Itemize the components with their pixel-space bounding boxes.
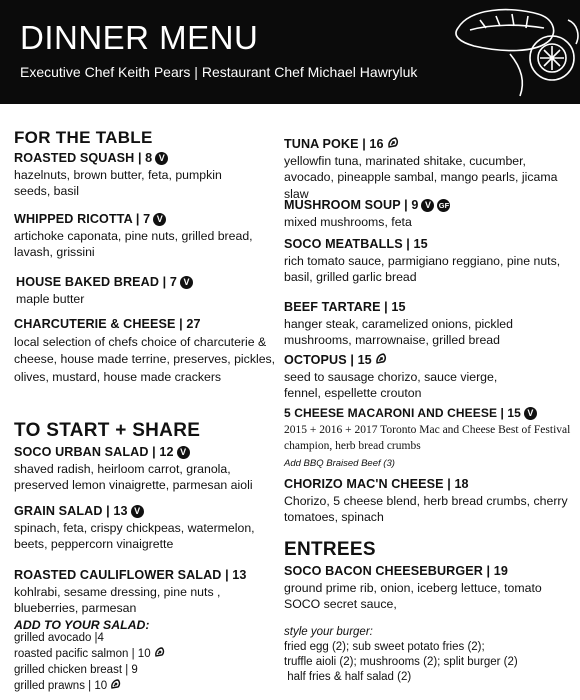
section-for-the-table: FOR THE TABLE (14, 128, 153, 147)
item-description: yellowfin tuna, marinated shitake, cucumber, avocado, pineapple sambal, mango pearls, jicama slaw (284, 153, 558, 201)
menu-item (14, 444, 284, 494)
item-description: kohlrabi, sesame dressing, pine nuts , blueberries, parmesan (14, 584, 221, 615)
item-name: 5 CHEESE MACARONI AND CHEESE | 15 (284, 406, 521, 420)
menu-item (284, 476, 569, 526)
menu-item (14, 150, 244, 200)
menu-item (14, 316, 276, 386)
item-name: HOUSE BAKED BREAD | 7 (16, 275, 177, 289)
item-description: hanger steak, caramelized onions, pickled mushrooms, marrownaise, grilled bread (284, 316, 513, 347)
item-name: ROASTED SQUASH | 8 (14, 151, 153, 165)
menu-item (14, 211, 274, 261)
menu-item (14, 503, 276, 553)
vegetarian-icon: V (155, 152, 168, 165)
menu-item (16, 274, 286, 307)
seafood-icon (154, 646, 166, 658)
item-name: SOCO BACON CHEESEBURGER | 19 (284, 564, 508, 578)
menu-item (284, 406, 574, 471)
item-description: local selection of chefs choice of charcuterie & cheese, house made terrine, preserves, pickles, olives, mustard, house made crackers (14, 334, 276, 384)
gluten-free-icon: GF (438, 201, 450, 210)
add-to-salad-title: ADD TO YOUR SALAD: (14, 617, 150, 632)
item-name: WHIPPED RICOTTA | 7 (14, 212, 151, 226)
burger-options (284, 625, 574, 685)
burger-option-line: half fries & half salad (2) (284, 671, 412, 683)
menu-item (284, 299, 544, 349)
item-description: Chorizo, 5 cheese blend, herb bread crumbs, cherry tomatoes, spinach (284, 493, 568, 524)
style-burger-title: style your burger: (284, 626, 373, 638)
item-name: BEEF TARTARE | 15 (284, 300, 406, 314)
vegetarian-icon: V (131, 505, 144, 518)
section-to-start-share: TO START + SHARE (14, 420, 201, 441)
vegetarian-icon: V (153, 213, 166, 226)
menu-item (14, 567, 254, 633)
item-name: GRAIN SALAD | 13 (14, 504, 128, 518)
item-name: CHORIZO MAC'N CHEESE | 18 (284, 477, 469, 491)
menu-item (284, 563, 544, 613)
menu-item (284, 236, 574, 286)
section-entrees: ENTREES (284, 539, 376, 560)
addon-item: grilled chicken breast | 9 (14, 664, 138, 676)
item-description: mixed mushrooms, feta (284, 214, 412, 229)
addon-item: roasted pacific salmon | 10 (14, 648, 151, 660)
item-description: shaved radish, heirloom carrot, granola, preserved lemon vinaigrette, parmesan aioli (14, 461, 253, 492)
vegetarian-icon: V (180, 276, 193, 289)
item-name: SOCO URBAN SALAD | 12 (14, 445, 174, 459)
item-description: seed to sausage chorizo, sauce vierge, fennel, espellette crouton (284, 369, 498, 400)
item-description: artichoke caponata, pine nuts, grilled bread, lavash, grissini (14, 228, 253, 259)
seafood-icon (110, 678, 122, 690)
chef-credits: Executive Chef Keith Pears | Restaurant Chef Michael Hawryluk (20, 64, 418, 80)
burger-option-line: fried egg (2); sub sweet potato fries (2); (284, 641, 485, 653)
item-description: rich tomato sauce, parmigiano reggiano, pine nuts, basil, grilled garlic bread (284, 253, 561, 284)
seafood-icon (387, 136, 400, 149)
vegetarian-icon: V (421, 199, 434, 212)
menu-title: DINNER MENU (20, 19, 259, 56)
seafood-icon (375, 352, 388, 365)
burger-option-line: truffle aioli (2); mushrooms (2); split burger (2) (284, 656, 518, 668)
vegetarian-icon: V (177, 446, 190, 459)
item-note: Add BBQ Braised Beef (3) (284, 457, 395, 469)
menu-header (0, 0, 580, 104)
item-description: spinach, feta, crispy chickpeas, watermelon, beets, peppercorn vinaigrette (14, 520, 255, 551)
item-description: maple butter (16, 291, 85, 306)
addon-item: grilled avocado |4 (14, 632, 104, 644)
menu-item (284, 352, 534, 402)
item-name: OCTOPUS | 15 (284, 353, 372, 367)
salad-addons (14, 630, 284, 694)
item-description: hazelnuts, brown butter, feta, pumpkin seeds, basil (14, 167, 222, 198)
item-description: ground prime rib, onion, iceberg lettuce, tomato SOCO secret sauce, (284, 580, 542, 611)
menu-item (284, 136, 574, 202)
item-name: SOCO MEATBALLS | 15 (284, 237, 428, 251)
vegetarian-icon: V (524, 407, 537, 420)
vegetable-illustration-icon (440, 0, 580, 104)
item-description: 2015 + 2016 + 2017 Toronto Mac and Cheese Best of Festival champion, herb bread crumbs (284, 423, 571, 452)
item-name: CHARCUTERIE & CHEESE | 27 (14, 317, 201, 331)
item-name: TUNA POKE | 16 (284, 137, 384, 151)
menu-item (284, 197, 574, 230)
addon-item: grilled prawns | 10 (14, 680, 108, 692)
item-name: MUSHROOM SOUP | 9 (284, 198, 419, 212)
item-name: ROASTED CAULIFLOWER SALAD | 13 (14, 568, 247, 582)
